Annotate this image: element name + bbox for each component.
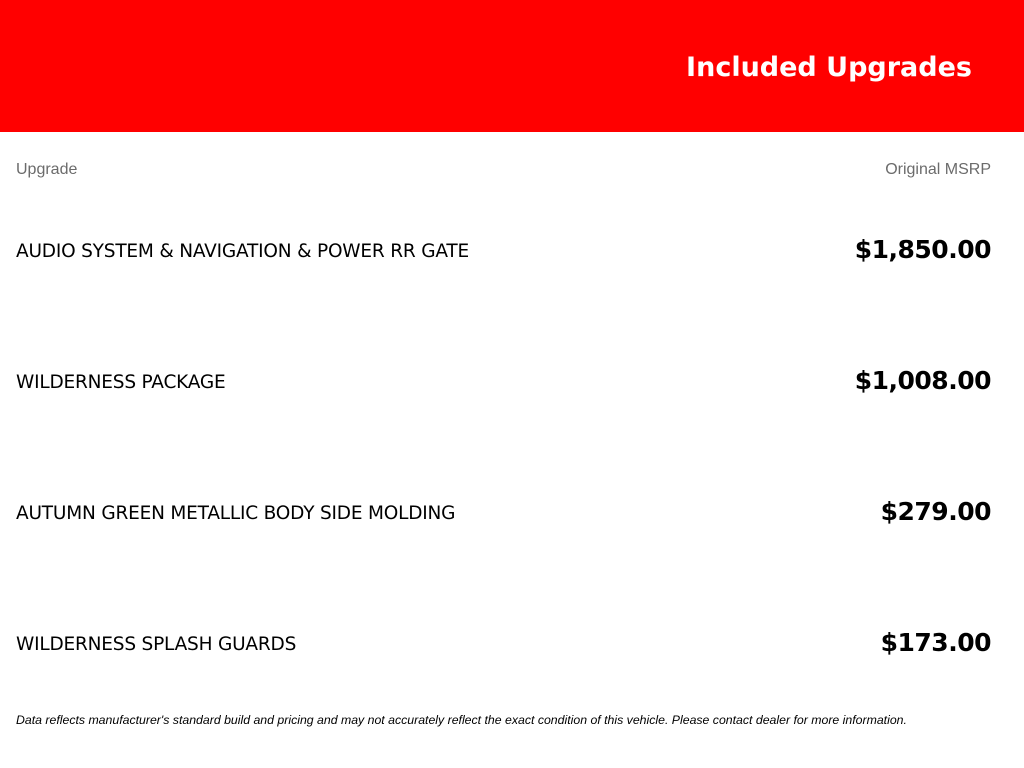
- upgrade-price: $173.00: [880, 628, 991, 657]
- column-header-msrp: Original MSRP: [885, 161, 991, 178]
- upgrade-price: $279.00: [880, 497, 991, 526]
- page-title: Included Upgrades: [686, 52, 972, 83]
- upgrade-price: $1,850.00: [854, 235, 991, 264]
- upgrade-row: [16, 231, 991, 271]
- upgrade-price: $1,008.00: [854, 366, 991, 395]
- upgrade-name: AUDIO SYSTEM & NAVIGATION & POWER RR GATE: [16, 241, 469, 262]
- upgrade-row: [16, 493, 991, 533]
- column-header-upgrade: Upgrade: [16, 161, 78, 178]
- upgrade-name: WILDERNESS SPLASH GUARDS: [16, 634, 297, 655]
- upgrade-name: AUTUMN GREEN METALLIC BODY SIDE MOLDING: [16, 503, 456, 524]
- upgrade-row: [16, 362, 991, 402]
- disclaimer-text: Data reflects manufacturer's standard build and pricing and may not accurately reflect the exact condition of this vehicle. Please contact dealer for more information.: [16, 713, 907, 727]
- header-banner: [0, 0, 1024, 132]
- upgrade-name: WILDERNESS PACKAGE: [16, 372, 226, 393]
- upgrade-row: [16, 624, 991, 664]
